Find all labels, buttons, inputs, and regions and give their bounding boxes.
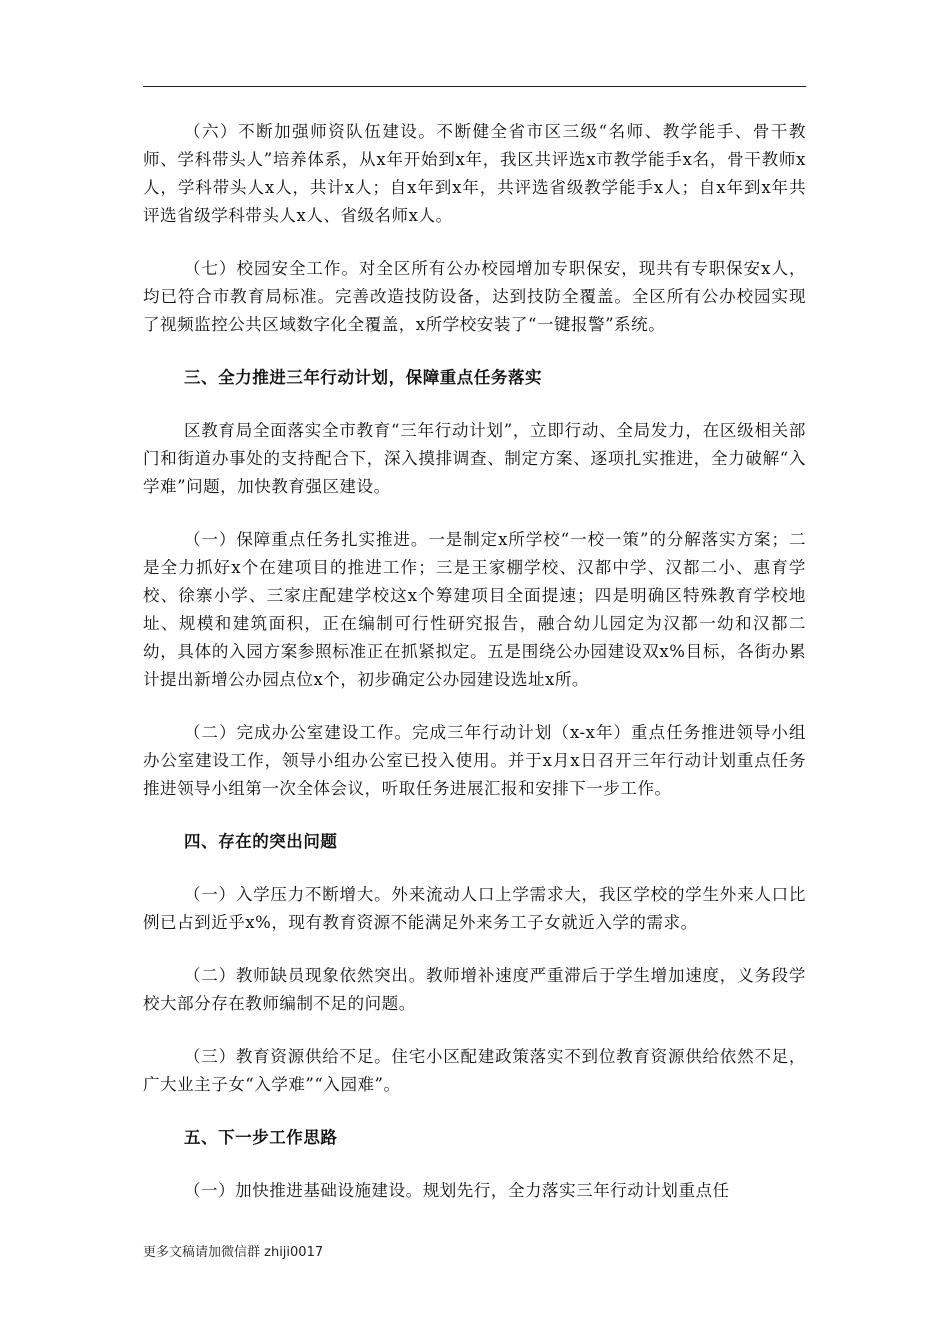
paragraph-resource-shortage: （三）教育资源供给不足。住宅小区配建政策落实不到位教育资源供给依然不足，广大业主子女“入学难”“入园难”。 — [143, 1047, 806, 1094]
section-heading-next-steps: 五、下一步工作思路 — [184, 1128, 338, 1147]
paragraph-campus-safety: （七）校园安全工作。对全区所有公办校园增加专职保安，现共有专职保安x人，均已符合市教育局标准。完善改造技防设备，达到技防全覆盖。全区所有公办校园实现了视频监控公共区域数字化全覆盖，x所学校安装了“一键报警”系统。 — [143, 259, 806, 334]
paragraph-teacher-shortage: （二）教师缺员现象依然突出。教师增补速度严重滞后于学生增加速度，义务段学校大部分存在教师编制不足的问题。 — [143, 966, 806, 1013]
footer-note: 更多文稿请加微信群 zhiji0017 — [143, 1245, 324, 1260]
paragraph-office-construction: （二）完成办公室建设工作。完成三年行动计划（x-x年）重点任务推进领导小组办公室建设工作，领导小组办公室已投入使用。并于x月x日召开三年行动计划重点任务推进领导小组第一次全体会议，听取任务进展汇报和安排下一步工作。 — [143, 723, 806, 798]
document-body — [143, 118, 806, 1230]
section-heading-three-year-plan: 三、全力推进三年行动计划，保障重点任务落实 — [184, 368, 543, 387]
paragraph-enrollment-pressure: （一）入学压力不断增大。外来流动人口上学需求大，我区学校的学生外来人口比例已占到近乎x%，现有教育资源不能满足外来务工子女就近入学的需求。 — [143, 885, 806, 932]
section-heading-problems: 四、存在的突出问题 — [184, 832, 338, 851]
paragraph-key-tasks: （一）保障重点任务扎实推进。一是制定x所学校“一校一策”的分解落实方案；二是全力抓好x个在建项目的推进工作；三是王家棚学校、汉都中学、汉都二小、惠育学校、徐寨小学、三家庄配建学校这x个筹建项目全面提速；四是明确区特殊教育学校地址、规模和建筑面积，正在编制可行性研究报告，融合幼儿园定为汉都一幼和汉都二幼，具体的入园方案参照标准正在抓紧拟定。五是围绕公办园建设双x%目标，各街办累计提出新增公办园点位x个，初步确定公办园建设选址x所。 — [143, 530, 806, 689]
header-rule — [143, 86, 806, 87]
paragraph-teacher-team: （六）不断加强师资队伍建设。不断健全省市区三级“名师、教学能手、骨干教师、学科带头人”培养体系，从x年开始到x年，我区共评选x市教学能手x名，骨干教师x人，学科带头人x人，共计x人；自x年到x年，共评选省级教学能手x人；自x年到x年共评选省级学科带头人x人、省级名师x人。 — [143, 122, 806, 225]
paragraph-three-year-plan-intro: 区教育局全面落实全市教育“三年行动计划”，立即行动、全局发力，在区级相关部门和街道办事处的支持配合下，深入摸排调查、制定方案、逐项扎实推进，全力破解“入学难”问题，加快教育强区建设。 — [143, 421, 806, 496]
paragraph-infrastructure: （一）加快推进基础设施建设。规划先行，全力落实三年行动计划重点任 — [184, 1181, 730, 1200]
